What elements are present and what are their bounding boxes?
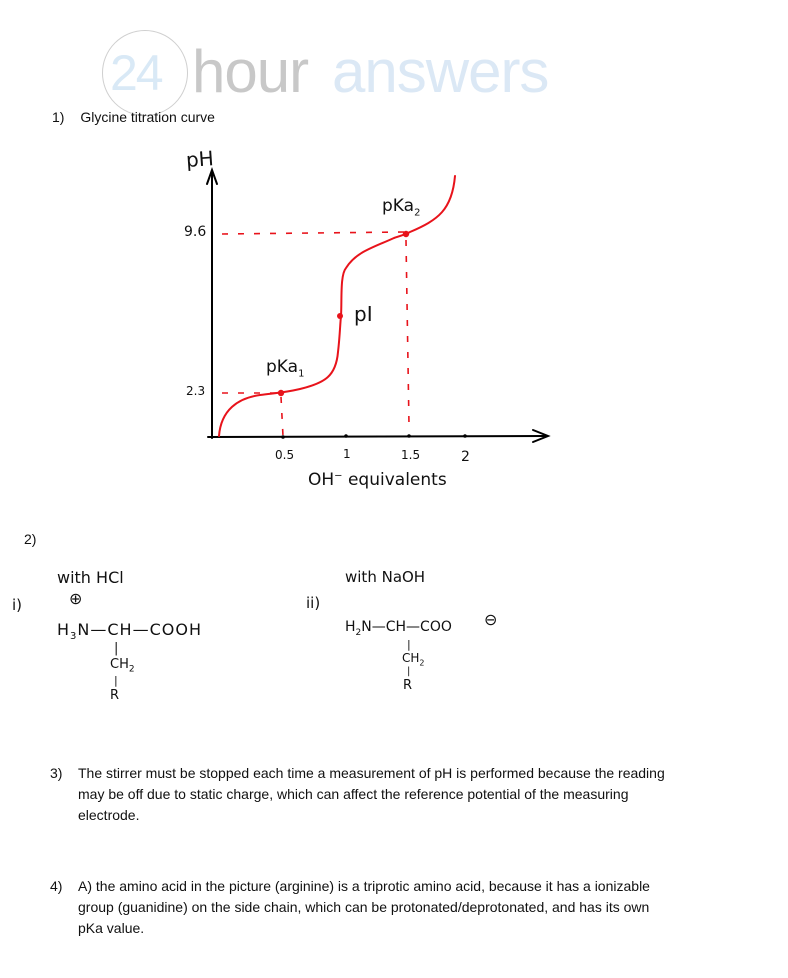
x-tick-0-5: 0.5 (275, 448, 295, 462)
left-bond-1: | (114, 641, 119, 656)
right-amine-sub: 2 (355, 627, 362, 638)
y-tick-9-6: 9.6 (184, 224, 207, 240)
negative-charge-icon: ⊖ (484, 610, 498, 629)
right-sidechain-ch: CH (402, 651, 420, 665)
left-amine-h: H (57, 620, 71, 639)
section2-number: 2) (24, 531, 37, 547)
positive-charge-icon: ⊕ (69, 589, 83, 608)
left-r-group: R (110, 688, 120, 703)
right-bond-1: | (407, 638, 411, 651)
pka1-label-sub: 1 (298, 368, 305, 380)
pka2-point (403, 231, 409, 237)
y-axis-label: pH (185, 146, 215, 172)
left-sidechain-ch: CH (110, 657, 129, 672)
right-amine-h: H (345, 619, 356, 635)
logo-digits: 24 (110, 45, 162, 101)
x-axis-label-oh: OH (308, 470, 335, 490)
x-tick-2: 2 (461, 449, 470, 465)
pka1-vertical-guide (281, 397, 283, 436)
section1-title: Glycine titration curve (80, 109, 215, 125)
left-amine-sub: 3 (70, 631, 78, 643)
pka2-label-text: pKa (382, 196, 415, 216)
section4-number: 4) (50, 878, 63, 894)
pka2-vertical-guide (406, 240, 409, 425)
logo-hour: hour (192, 38, 309, 105)
section4-line-2: group (guanidine) on the side chain, which can be protonated/deprotonated, and has its own (78, 899, 650, 915)
left-main-chain (57, 620, 202, 642)
pka2-horizontal-guide (222, 232, 404, 234)
right-main-chain (345, 619, 452, 638)
logo-answers: answers (332, 38, 549, 105)
right-condition-label: with NaOH (345, 568, 426, 586)
right-roman-numeral: ii) (306, 594, 321, 612)
pka1-label-text: pKa (266, 357, 299, 377)
section3-paragraph (78, 763, 758, 826)
pi-point (337, 313, 343, 319)
x-axis-label-rest: equivalents (342, 470, 447, 490)
section4-line-1: A) the amino acid in the picture (arginine) is a triprotic amino acid, because it has a ionizable (78, 878, 650, 894)
section3-line-3: electrode. (78, 807, 140, 823)
left-sidechain (110, 657, 135, 675)
pka1-point (278, 390, 284, 396)
x-axis-label (308, 470, 447, 490)
right-bond-2: | (407, 666, 411, 677)
pka2-label (382, 196, 420, 218)
y-tick-2-3: 2.3 (186, 384, 206, 398)
left-condition-label: with HCl (57, 568, 124, 587)
x-tick-1-5: 1.5 (401, 448, 421, 462)
right-r-group: R (403, 678, 413, 693)
section4-paragraph (78, 876, 768, 939)
section4-line-3: pKa value. (78, 920, 145, 936)
right-sidechain-sub: 2 (419, 658, 425, 668)
x-axis-label-charge: − (334, 470, 343, 482)
left-sidechain-sub: 2 (128, 664, 135, 675)
section3-line-2: may be off due to static charge, which can affect the reference potential of the measuring (78, 786, 629, 802)
right-sidechain (402, 651, 425, 667)
section1-number: 1) (52, 109, 65, 125)
pka2-label-sub: 2 (414, 207, 421, 219)
section3-line-1: The stirrer must be stopped each time a measurement of pH is performed because the reading (78, 765, 665, 781)
chart-axes (207, 170, 548, 442)
pka1-label (266, 357, 304, 379)
guide-lines (222, 232, 409, 436)
left-chain-rest: N—CH—COOH (77, 620, 202, 639)
left-bond-2: | (114, 674, 118, 687)
right-chain-rest: N—CH—COO (361, 619, 452, 635)
section3-number: 3) (50, 765, 63, 781)
x-tick-1: 1 (343, 447, 351, 461)
left-roman-numeral: i) (12, 596, 23, 614)
pi-label: pI (354, 302, 373, 326)
x-axis (208, 436, 546, 437)
